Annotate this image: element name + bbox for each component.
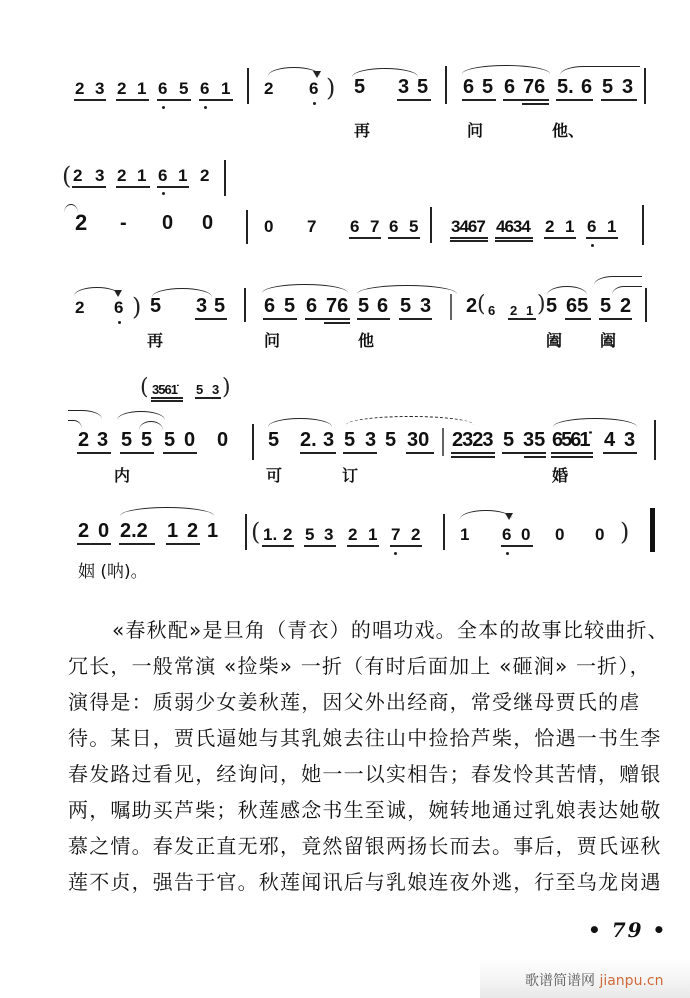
- note: 6: [306, 295, 318, 317]
- note: 2: [466, 295, 478, 317]
- note: 5: [268, 429, 280, 451]
- beam-underline: [157, 99, 191, 101]
- note: 6: [463, 76, 475, 98]
- beam-underline: [199, 99, 233, 101]
- note: 2: [73, 166, 83, 185]
- beam-underline: [166, 543, 200, 545]
- paragraph-line: 待。某日，贾氏逼她与其乳娘去往山中捡拾芦柴，恰遇一书生李: [68, 726, 662, 750]
- beam-underline: [406, 452, 434, 454]
- note: 5: [546, 295, 558, 317]
- beam-underline: [451, 452, 495, 454]
- beam-underline: [565, 318, 591, 320]
- note: 6: [504, 76, 516, 98]
- beam-underline: [77, 543, 111, 545]
- note: 6: [488, 303, 496, 318]
- beam-underline: [599, 318, 632, 320]
- lyric: 他、: [552, 121, 585, 140]
- note: 5: [150, 295, 162, 317]
- beam-underline-double: [522, 103, 549, 105]
- note: 6: [350, 217, 360, 236]
- bar-line: [654, 420, 656, 460]
- note: 5: [400, 295, 412, 317]
- note: 2: [283, 525, 293, 544]
- note: 5: [482, 76, 494, 98]
- note: 6: [158, 79, 168, 98]
- note: 6: [502, 525, 512, 544]
- note: 2: [117, 166, 127, 185]
- note: 1: [221, 79, 231, 98]
- lyric: 婚: [552, 466, 569, 485]
- beam-underline: [195, 318, 227, 320]
- note: 1: [207, 520, 219, 542]
- bar-line: [645, 288, 647, 322]
- close-paren: ): [537, 292, 546, 317]
- lower-octave-dot: [118, 321, 121, 324]
- beam-underline: [399, 318, 432, 320]
- note: 35: [523, 429, 546, 451]
- note: 5: [196, 382, 204, 397]
- note: 6: [309, 79, 319, 98]
- lower-octave-dot: [204, 106, 207, 109]
- note: 3: [324, 525, 334, 544]
- note: 6: [581, 76, 593, 98]
- paragraph-line: 两，嘱助买芦柴；秋莲感念书生至诚，婉转地通过乳娘表达她敬: [68, 798, 662, 822]
- tie-arc: [612, 286, 642, 295]
- note-group: 2323: [452, 429, 493, 451]
- note: 3: [196, 295, 208, 317]
- note: 3: [420, 295, 432, 317]
- note: 2: [348, 525, 358, 544]
- note: 7: [370, 217, 380, 236]
- note: 4: [604, 429, 616, 451]
- slur-arc: [553, 418, 637, 427]
- note: 1: [368, 525, 378, 544]
- slur-arc: [462, 65, 550, 74]
- beam-underline: [305, 318, 350, 320]
- page-number: • 79 •: [588, 918, 668, 942]
- beam-underline: [601, 99, 637, 101]
- beam-underline: [157, 186, 189, 188]
- note: 1: [460, 525, 470, 544]
- body-text: [68, 612, 668, 900]
- note: 5: [305, 525, 315, 544]
- slur-arc: [594, 276, 642, 285]
- note-group: 3467: [451, 217, 485, 236]
- note: 2: [545, 217, 555, 236]
- lyric: 他: [358, 331, 375, 350]
- note: 2: [187, 520, 199, 542]
- bar-line-dashed: [442, 428, 444, 456]
- note: 5: [602, 76, 614, 98]
- note-group: 3561̇: [152, 382, 177, 397]
- lower-octave-dot: [162, 192, 165, 195]
- beam-underline: [450, 237, 488, 239]
- note: 5: [358, 295, 370, 317]
- note: 6: [200, 79, 210, 98]
- beam-underline: [495, 237, 533, 239]
- beam-underline: [119, 543, 155, 545]
- note: 3: [95, 79, 105, 98]
- watermark-site: jianpu.cn: [599, 973, 664, 989]
- note: 1: [607, 217, 617, 236]
- beam-underline: [544, 237, 576, 239]
- note: 3: [365, 429, 377, 451]
- bar-line: [252, 424, 254, 460]
- note: 1.: [263, 525, 278, 544]
- beam-underline: [304, 545, 336, 547]
- note: 0: [217, 429, 229, 451]
- bar-line: [244, 288, 246, 322]
- bar-line-dashed: [450, 294, 452, 320]
- note: 5: [284, 295, 296, 317]
- note: 5: [354, 76, 366, 98]
- note: 5: [121, 429, 133, 451]
- beam-underline-double: [450, 240, 488, 242]
- open-paren: (: [62, 162, 72, 190]
- beam-underline: [262, 545, 294, 547]
- lower-octave-dot: [506, 552, 509, 555]
- note: 2: [78, 520, 90, 542]
- note-group: 6561̇: [552, 429, 589, 451]
- bar-line: [247, 68, 249, 104]
- note: 0: [521, 525, 531, 544]
- close-paren: ): [222, 375, 231, 400]
- paragraph-line: 春发路过看见，经询问，她一一以实相告；春发怜其苦情，赠银: [68, 762, 662, 786]
- note: 3: [624, 429, 636, 451]
- note: 2: [200, 166, 210, 185]
- lyric: 阖: [546, 331, 563, 350]
- slur-arc: [547, 286, 587, 295]
- beam-underline: [343, 452, 377, 454]
- beam-underline: [77, 452, 111, 454]
- open-paren: (: [140, 375, 149, 400]
- lyric: 内: [114, 466, 131, 485]
- note: 2: [510, 303, 518, 318]
- note: 2: [264, 79, 274, 98]
- beam-underline: [116, 186, 150, 188]
- note: 1: [178, 166, 188, 185]
- paragraph-line: 冗长，一般常演 «捡柴» 一折（有时后面加上 «砸涧» 一折），: [68, 654, 651, 678]
- open-paren: (: [477, 292, 486, 317]
- beam-underline-double: [524, 456, 546, 458]
- note: 2.2: [120, 520, 148, 542]
- note: 2.: [300, 429, 317, 451]
- lyric: 问: [467, 121, 484, 140]
- note: 7: [307, 217, 317, 236]
- close-paren: ): [620, 518, 630, 546]
- arrow-icon: [313, 71, 321, 78]
- lyric: 姻 (呐)。: [78, 562, 148, 582]
- beam-underline-double: [495, 240, 533, 242]
- note: 5: [417, 76, 429, 98]
- close-paren: ): [132, 293, 142, 321]
- beam-underline: [508, 318, 536, 320]
- watermark: [525, 970, 663, 990]
- note: 0: [595, 525, 605, 544]
- beam-underline: [503, 99, 549, 101]
- note: 6: [377, 295, 389, 317]
- beam-underline: [551, 452, 593, 454]
- arrow-icon: [505, 513, 513, 520]
- beam-underline-double: [551, 456, 593, 458]
- bar-line: [642, 205, 644, 245]
- note: 7: [391, 525, 401, 544]
- watermark-text: 歌谱简谱网: [525, 973, 595, 989]
- note: 5: [503, 429, 515, 451]
- note: 1: [137, 166, 147, 185]
- bar-line: [246, 210, 248, 244]
- beam-underline: [74, 99, 106, 101]
- beam-underline: [397, 99, 431, 101]
- lyric: 订: [342, 466, 359, 485]
- paragraph-line: 演得是：质弱少女姜秋莲，因父外出经商，常受继母贾氏的虐: [68, 690, 641, 714]
- note: 6: [389, 217, 399, 236]
- note: 0: [98, 520, 110, 542]
- bar-line: [445, 66, 447, 104]
- note: 76: [523, 76, 546, 98]
- bar-line: [443, 514, 445, 550]
- note: 5: [179, 79, 189, 98]
- note: 2: [78, 429, 90, 451]
- beam-underline: [263, 318, 297, 320]
- beam-underline: [502, 452, 546, 454]
- beam-underline: [120, 452, 154, 454]
- lyric: 问: [264, 331, 281, 350]
- beam-underline: [462, 99, 496, 101]
- note: 76: [326, 295, 349, 317]
- lower-octave-dot: [162, 106, 165, 109]
- beam-underline: [116, 99, 149, 101]
- beam-underline: [300, 452, 336, 454]
- note: 5: [385, 429, 397, 451]
- beam-underline: [586, 237, 618, 239]
- note: 3: [95, 166, 105, 185]
- bar-line: [430, 207, 432, 243]
- beam-underline: [501, 545, 533, 547]
- slur-arc: [346, 416, 474, 425]
- slur-arc: [560, 66, 640, 75]
- note: 0: [184, 429, 196, 451]
- note: 0: [202, 212, 214, 234]
- note: 5: [600, 295, 612, 317]
- lower-octave-dot: [394, 552, 397, 555]
- lyric: 再: [147, 331, 164, 350]
- close-paren: ): [326, 74, 336, 102]
- beam-underline: [390, 545, 422, 547]
- note: 3: [622, 76, 634, 98]
- note: 6: [264, 295, 276, 317]
- slur-arc: [268, 418, 332, 427]
- note: 2: [117, 79, 127, 98]
- paragraph-line: 慕之情。春发正直无邪，竟然留银两扬长而去。事后，贾氏诬秋: [68, 834, 662, 858]
- lower-octave-dot: [591, 244, 594, 247]
- note: 1: [167, 520, 179, 542]
- beam-underline-double: [451, 456, 495, 458]
- bar-line: [224, 160, 226, 196]
- open-paren: (: [251, 518, 261, 546]
- bar-line: [245, 514, 247, 550]
- paragraph-line: «春秋配»是旦角（青衣）的唱功戏。全本的故事比较曲折、: [112, 618, 669, 642]
- note: 1: [137, 79, 147, 98]
- beam-underline: [195, 397, 221, 399]
- slur-arc: [262, 284, 348, 293]
- note: 65: [566, 295, 589, 317]
- note: 6: [158, 166, 168, 185]
- note: 1: [526, 303, 534, 318]
- beam-underline-double: [324, 322, 350, 324]
- note-group: 4634: [496, 217, 530, 236]
- arrow-icon: [114, 290, 122, 297]
- note: 3: [97, 429, 109, 451]
- beam-underline: [388, 237, 420, 239]
- note: 5.: [557, 76, 574, 98]
- paragraph-line: 莲不贞，强告于官。秋莲闻讯后与乳娘连夜外逃，行至乌龙岗遇: [68, 870, 662, 894]
- note: 3: [212, 382, 220, 397]
- note: 1: [565, 217, 575, 236]
- dash: -: [120, 212, 127, 234]
- beam-underline-double: [151, 400, 183, 402]
- beam-underline: [163, 452, 197, 454]
- final-bar-line: [650, 508, 655, 552]
- slur-arc: [357, 285, 457, 294]
- lyric: 再: [354, 121, 371, 140]
- tie-arc: [68, 420, 82, 429]
- note: 0: [264, 217, 274, 236]
- note: 2: [75, 210, 88, 235]
- beam-underline: [347, 545, 379, 547]
- beam-underline: [151, 397, 183, 399]
- note: 3: [398, 76, 410, 98]
- note: 6: [587, 217, 597, 236]
- note: 5: [141, 429, 153, 451]
- beam-underline: [357, 318, 390, 320]
- beam-underline: [556, 99, 593, 101]
- lyric: 阖: [600, 331, 617, 350]
- note: 5: [214, 295, 226, 317]
- note: 3: [323, 429, 335, 451]
- note: 0: [555, 525, 565, 544]
- note: 2: [411, 525, 421, 544]
- beam-underline: [603, 452, 637, 454]
- note: 5: [344, 429, 356, 451]
- bar-line: [644, 68, 646, 104]
- beam-underline: [72, 186, 106, 188]
- note: 2: [75, 298, 85, 317]
- note: 0: [162, 212, 174, 234]
- slur-arc: [120, 507, 214, 516]
- tie-arc: [68, 410, 102, 419]
- note: 5: [164, 429, 176, 451]
- slur-arc: [117, 411, 165, 420]
- note: 30: [407, 429, 430, 451]
- note: 6: [114, 298, 124, 317]
- lower-octave-dot: [313, 102, 316, 105]
- note: 2: [620, 295, 632, 317]
- note: 5: [409, 217, 419, 236]
- note: 2: [75, 79, 85, 98]
- beam-underline: [349, 237, 381, 239]
- lyric: 可: [266, 466, 283, 485]
